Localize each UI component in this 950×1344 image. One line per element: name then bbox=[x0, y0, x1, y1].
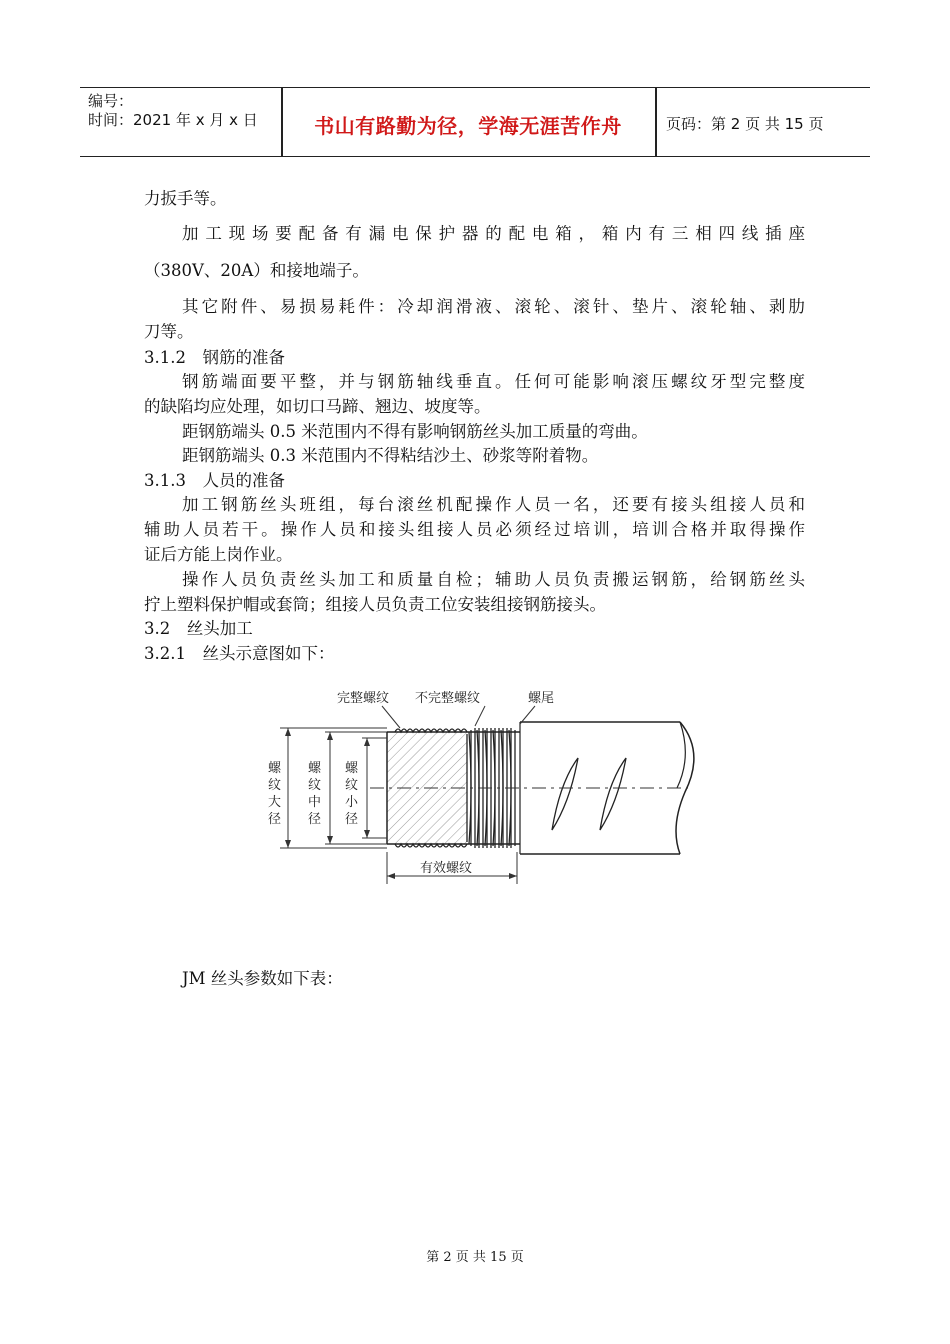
svg-text:螺: 螺 bbox=[308, 761, 322, 776]
paragraph: 距钢筋端头 0.3 米范围内不得粘结沙土、砂浆等附着物。 bbox=[182, 446, 599, 465]
label-minor-diameter bbox=[345, 760, 359, 827]
svg-text:径: 径 bbox=[345, 812, 359, 827]
svg-text:纹: 纹 bbox=[308, 778, 322, 793]
paragraph: JM 丝头参数如下表： bbox=[182, 969, 343, 988]
svg-text:纹: 纹 bbox=[345, 778, 359, 793]
document-time-label: 时间：2021 年 x 月 x 日 bbox=[88, 111, 258, 129]
label-major-diameter bbox=[268, 760, 282, 827]
paragraph: 加工现场要配备有漏电保护器的配电箱，箱内有三相四线插座 bbox=[182, 224, 805, 243]
document-number-label: 编号： bbox=[88, 92, 134, 110]
svg-text:中: 中 bbox=[308, 795, 322, 810]
paragraph: 辅助人员若干。操作人员和接头组接人员必须经过培训，培训合格并取得操作 bbox=[144, 520, 805, 539]
svg-text:小: 小 bbox=[345, 795, 359, 810]
svg-text:螺: 螺 bbox=[345, 761, 359, 776]
thread-head-diagram bbox=[230, 662, 700, 912]
paragraph: 证后方能上岗作业。 bbox=[144, 545, 293, 564]
section-heading: 3.2 丝头加工 bbox=[144, 619, 253, 638]
paragraph: 钢筋端面要平整，并与钢筋轴线垂直。任何可能影响滚压螺纹牙型完整度 bbox=[182, 372, 805, 391]
label-pitch-diameter bbox=[308, 760, 322, 827]
paragraph: 刀等。 bbox=[144, 322, 194, 341]
svg-text:螺: 螺 bbox=[268, 761, 282, 776]
page-footer: 第 2 页 共 15 页 bbox=[426, 1250, 524, 1265]
page-header bbox=[80, 87, 870, 157]
svg-text:大: 大 bbox=[268, 795, 282, 810]
paragraph: 距钢筋端头 0.5 米范围内不得有影响钢筋丝头加工质量的弯曲。 bbox=[182, 422, 648, 441]
paragraph: 力扳手等。 bbox=[144, 189, 227, 208]
paragraph: 拧上塑料保护帽或套筒；组接人员负责工位安装组接钢筋接头。 bbox=[144, 595, 606, 614]
rebar-ribs bbox=[552, 758, 626, 830]
svg-text:径: 径 bbox=[268, 812, 282, 827]
header-meta bbox=[88, 92, 258, 130]
section-heading: 3.1.2 钢筋的准备 bbox=[144, 348, 285, 367]
svg-text:径: 径 bbox=[308, 812, 322, 827]
svg-text:纹: 纹 bbox=[268, 778, 282, 793]
paragraph: 的缺陷均应处理，如切口马蹄、翘边、坡度等。 bbox=[144, 397, 491, 416]
label-full-thread: 完整螺纹 bbox=[337, 691, 390, 706]
paragraph: 其它附件、易损易耗件：冷却润滑液、滚轮、滚针、垫片、滚轮轴、剥肋 bbox=[182, 297, 805, 316]
paragraph: 操作人员负责丝头加工和质量自检；辅助人员负责搬运钢筋，给钢筋丝头 bbox=[182, 570, 805, 589]
paragraph: （380V、20A）和接地端子。 bbox=[144, 261, 369, 280]
section-heading: 3.1.3 人员的准备 bbox=[144, 471, 285, 490]
header-motto: 书山有路勤为径，学海无涯苦作舟 bbox=[314, 114, 622, 138]
header-page-label: 页码：第 2 页 共 15 页 bbox=[666, 115, 824, 133]
label-incomplete-thread: 不完整螺纹 bbox=[415, 691, 481, 706]
header-divider bbox=[655, 88, 657, 156]
label-effective-thread: 有效螺纹 bbox=[420, 861, 473, 876]
section-heading: 3.2.1 丝头示意图如下： bbox=[144, 644, 335, 663]
paragraph: 加工钢筋丝头班组，每台滚丝机配操作人员一名，还要有接头组接人员和 bbox=[182, 495, 805, 514]
label-thread-tail: 螺尾 bbox=[528, 691, 555, 706]
